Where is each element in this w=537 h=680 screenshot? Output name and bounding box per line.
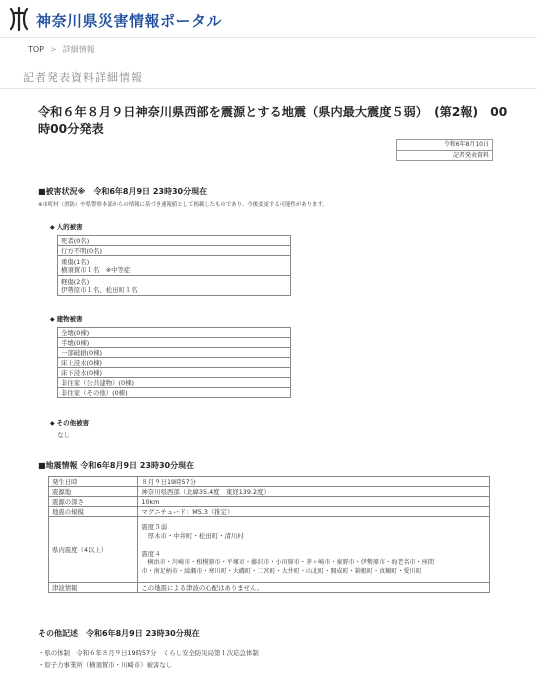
table-row	[49, 517, 490, 583]
intensity-line: 横浜市・川崎市・相模原市・平塚市・藤沢市・小田原市・茅ヶ崎市・秦野市・伊勢原市・海老名市・座間	[141, 558, 434, 566]
breadcrumb	[28, 44, 95, 55]
intensity-label: 県内震度（4以上）	[49, 517, 138, 583]
building-row: 半壊(0棟)	[58, 338, 291, 348]
building-row: 非住家（その他）(0棟)	[58, 388, 291, 398]
building-row: 床上浸水(0棟)	[58, 358, 291, 368]
intensity-cell	[138, 517, 490, 583]
intensity-line: 市・南足柄市・綾瀬市・寒川町・大磯町・二宮町・大井町・山北町・開成町・箱根町・真鶴町・愛川町	[141, 567, 422, 575]
human-serious-cell	[58, 256, 291, 276]
quake-row-value: 10km	[138, 497, 490, 507]
other-notes-heading: その他記述 令和6年8月9日 23時30分現在	[38, 629, 200, 638]
document-date: 令和6年8月10日	[443, 141, 489, 148]
damage-heading: ■被害状況※ 令和6年8月9日 23時30分現在	[38, 187, 208, 196]
building-row: 非住家（公共建物）(0棟)	[58, 378, 291, 388]
table-row	[58, 348, 291, 358]
human-minor-cell	[58, 276, 291, 296]
quake-heading: ■地震情報 令和6年8月9日 23時30分現在	[38, 461, 195, 470]
building-row: 一部破損(0棟)	[58, 348, 291, 358]
human-minor-detail: 伊勢原市１名、松田町１名	[61, 285, 138, 294]
document-title: 令和６年８月９日神奈川県西部を震源とする地震（県内最大震度５弱） (第2報) 00時00分発表	[38, 105, 508, 136]
other-damage-label: ◆ その他被害	[50, 418, 89, 427]
other-note-line: ・原子力事業所（横須賀市・川崎市）被害なし	[38, 661, 173, 669]
table-row	[58, 388, 291, 398]
breadcrumb-separator: >	[50, 45, 57, 54]
human-damage-table	[57, 235, 291, 296]
other-damage-value: なし	[57, 431, 70, 439]
page-label: 記者発表資料詳細情報	[23, 71, 143, 84]
table-row	[49, 487, 490, 497]
building-damage-table	[57, 327, 291, 398]
site-title[interactable]: 神奈川県災害情報ポータル	[36, 12, 223, 30]
quake-row-value: マグニチュード：M5.3（推定）	[138, 507, 490, 517]
human-minor: 軽傷(2名)	[61, 277, 90, 286]
building-row: 床下浸水(0棟)	[58, 368, 291, 378]
table-row	[49, 477, 490, 487]
breadcrumb-top-link[interactable]: TOP	[28, 45, 45, 54]
document-issuer: 記者発表資料	[397, 150, 492, 160]
intensity-line: 震度４	[141, 549, 161, 558]
quake-row-value: ８月９日19時57分	[138, 477, 490, 487]
human-dead: 死者(0名)	[58, 236, 291, 246]
divider	[0, 88, 537, 89]
intensity-line: 震度５弱	[141, 522, 167, 531]
human-missing: 行方不明(0名)	[58, 246, 291, 256]
table-row	[58, 256, 291, 276]
quake-info-table	[48, 476, 490, 593]
human-serious-detail: 横須賀市１名 ※中等症	[61, 265, 131, 274]
intensity-line	[141, 541, 486, 550]
breadcrumb-current: 詳細情報	[62, 45, 95, 54]
human-damage-label: ◆ 人的被害	[50, 222, 83, 231]
table-row	[49, 497, 490, 507]
quake-row-value: 神奈川県西部（北緯35.4度 東経139.2度）	[138, 487, 490, 497]
table-row	[58, 246, 291, 256]
table-row	[58, 378, 291, 388]
site-header	[0, 0, 537, 38]
intensity-line: 厚木市・中井町・松田町・清川村	[141, 531, 244, 540]
quake-row-label: 震源の深さ	[49, 497, 138, 507]
document-meta-box	[396, 139, 493, 161]
quake-row-label: 発生日時	[49, 477, 138, 487]
table-row	[49, 507, 490, 517]
tsunami-label: 津波情報	[49, 583, 138, 593]
table-row	[58, 358, 291, 368]
building-damage-label: ◆ 建物被害	[50, 314, 83, 323]
human-serious: 重傷(1名)	[61, 257, 90, 266]
quake-row-label: 震源地	[49, 487, 138, 497]
building-row: 全壊(0棟)	[58, 328, 291, 338]
kanagawa-emblem-icon[interactable]	[6, 6, 32, 32]
damage-note: ※市町村（消防）や県警察本部からの情報に基づき速報値として掲載したものであり、今後変更する可能性があります。	[38, 202, 328, 208]
table-row	[58, 236, 291, 246]
table-row	[49, 583, 490, 593]
table-row	[58, 276, 291, 296]
table-row	[58, 328, 291, 338]
other-note-line: ・県の体制 令和６年８月９日19時57分 くらし安全防災局第１次応急体制	[38, 649, 259, 657]
table-row	[58, 368, 291, 378]
quake-row-label: 地震の規模	[49, 507, 138, 517]
table-row	[58, 338, 291, 348]
tsunami-value: この地震による津波の心配はありません。	[138, 583, 490, 593]
